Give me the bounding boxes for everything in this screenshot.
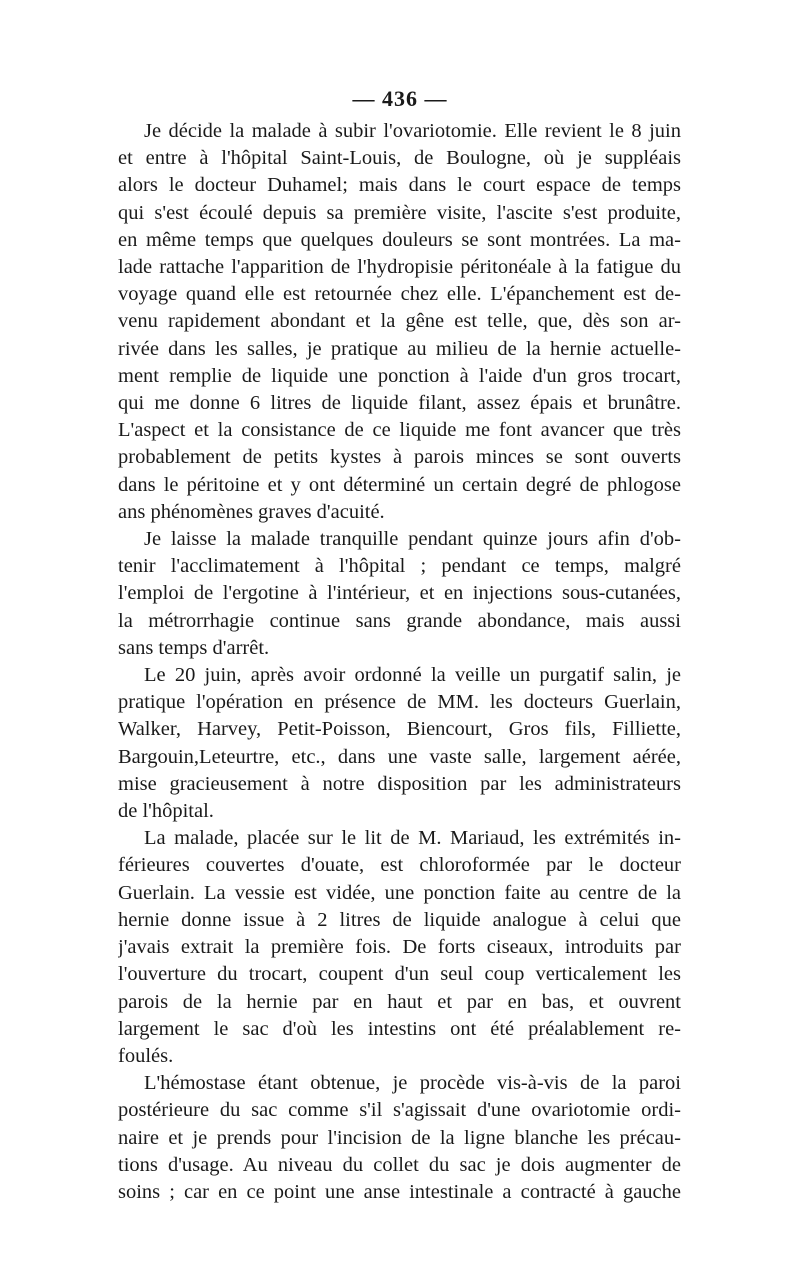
page-number: — 436 — <box>352 86 448 111</box>
text-line: soins ; car en ce point une anse intestinale a contracté à gauche <box>118 1180 681 1203</box>
text-line: La malade, placée sur le lit de M. Mariaud, les extrémités in- <box>144 827 681 850</box>
text-line: largement le sac d'où les intestins ont été préalablement re- <box>118 1017 681 1040</box>
text-line: L'hémostase étant obtenue, je procède vis-à-vis de la paroi <box>144 1072 681 1095</box>
text-line: de l'hôpital. <box>118 800 214 823</box>
text-line: la métrorrhagie continue sans grande abondance, mais aussi <box>118 609 681 632</box>
text-line: foulés. <box>118 1044 174 1067</box>
text-line: venu rapidement abondant et la gêne est telle, que, dès son ar- <box>118 310 681 333</box>
text-line: pratique l'opération en présence de MM. les docteurs Guerlain, <box>118 691 681 714</box>
text-line: dans le péritoine et y ont déterminé un certain degré de phlogose <box>118 473 681 496</box>
text-line: probablement de petits kystes à parois minces se sont ouverts <box>118 446 681 469</box>
text-line: tions d'usage. Au niveau du collet du sac je dois augmenter de <box>118 1153 681 1176</box>
text-line: postérieure du sac comme s'il s'agissait d'une ovariotomie ordi- <box>118 1099 681 1122</box>
text-line: sans temps d'arrêt. <box>118 636 270 659</box>
text-line: qui me donne 6 litres de liquide filant, assez épais et brunâtre. <box>118 392 681 415</box>
text-line: lade rattache l'apparition de l'hydropisie péritonéale à la fatigue du <box>118 256 681 279</box>
text-line: parois de la hernie par en haut et par en bas, et ouvrent <box>118 990 681 1013</box>
text-line: Je décide la malade à subir l'ovariotomie. Elle revient le 8 juin <box>144 120 681 142</box>
text-line: et entre à l'hôpital Saint-Louis, de Boulogne, où je suppléais <box>118 147 681 170</box>
text-line: L'aspect et la consistance de ce liquide me font avancer que très <box>118 419 681 442</box>
text-line: Bargouin,Leteurtre, etc., dans une vaste salle, largement aérée, <box>118 745 681 768</box>
text-line: qui s'est écoulé depuis sa première visite, l'ascite s'est produite, <box>118 201 681 224</box>
text-line: hernie donne issue à 2 litres de liquide analogue à celui que <box>118 908 681 931</box>
text-line: ment remplie de liquide une ponction à l'aide d'un gros trocart, <box>118 364 681 387</box>
text-line: naire et je prends pour l'incision de la ligne blanche les précau- <box>118 1126 681 1149</box>
text-line: Guerlain. La vessie est vidée, une ponction faite au centre de la <box>118 881 681 904</box>
text-line: Le 20 juin, après avoir ordonné la veille un purgatif salin, je <box>144 664 681 687</box>
body-text <box>118 118 681 1206</box>
text-line: l'emploi de l'ergotine à l'intérieur, et en injections sous-cutanées, <box>118 582 681 605</box>
text-line: Walker, Harvey, Petit-Poisson, Biencourt, Gros fils, Filliette, <box>118 718 681 741</box>
text-line: rivée dans les salles, je pratique au milieu de la hernie actuelle- <box>118 337 681 360</box>
text-line: l'ouverture du trocart, coupent d'un seul coup verticalement les <box>118 963 681 986</box>
text-line: ans phénomènes graves d'acuité. <box>118 500 385 523</box>
text-line: mise gracieusement à notre disposition par les administrateurs <box>118 772 681 795</box>
text-line: férieures couvertes d'ouate, est chloroformée par le docteur <box>118 854 681 877</box>
text-line: alors le docteur Duhamel; mais dans le court espace de temps <box>118 174 681 197</box>
text-line: voyage quand elle est retournée chez elle. L'épanchement est de- <box>118 283 681 306</box>
text-line: j'avais extrait la première fois. De forts ciseaux, introduits par <box>118 936 681 959</box>
text-line: en même temps que quelques douleurs se sont montrées. La ma- <box>118 228 681 251</box>
text-line: tenir l'acclimatement à l'hôpital ; pendant ce temps, malgré <box>118 555 681 578</box>
text-line: Je laisse la malade tranquille pendant quinze jours afin d'ob- <box>144 528 681 551</box>
